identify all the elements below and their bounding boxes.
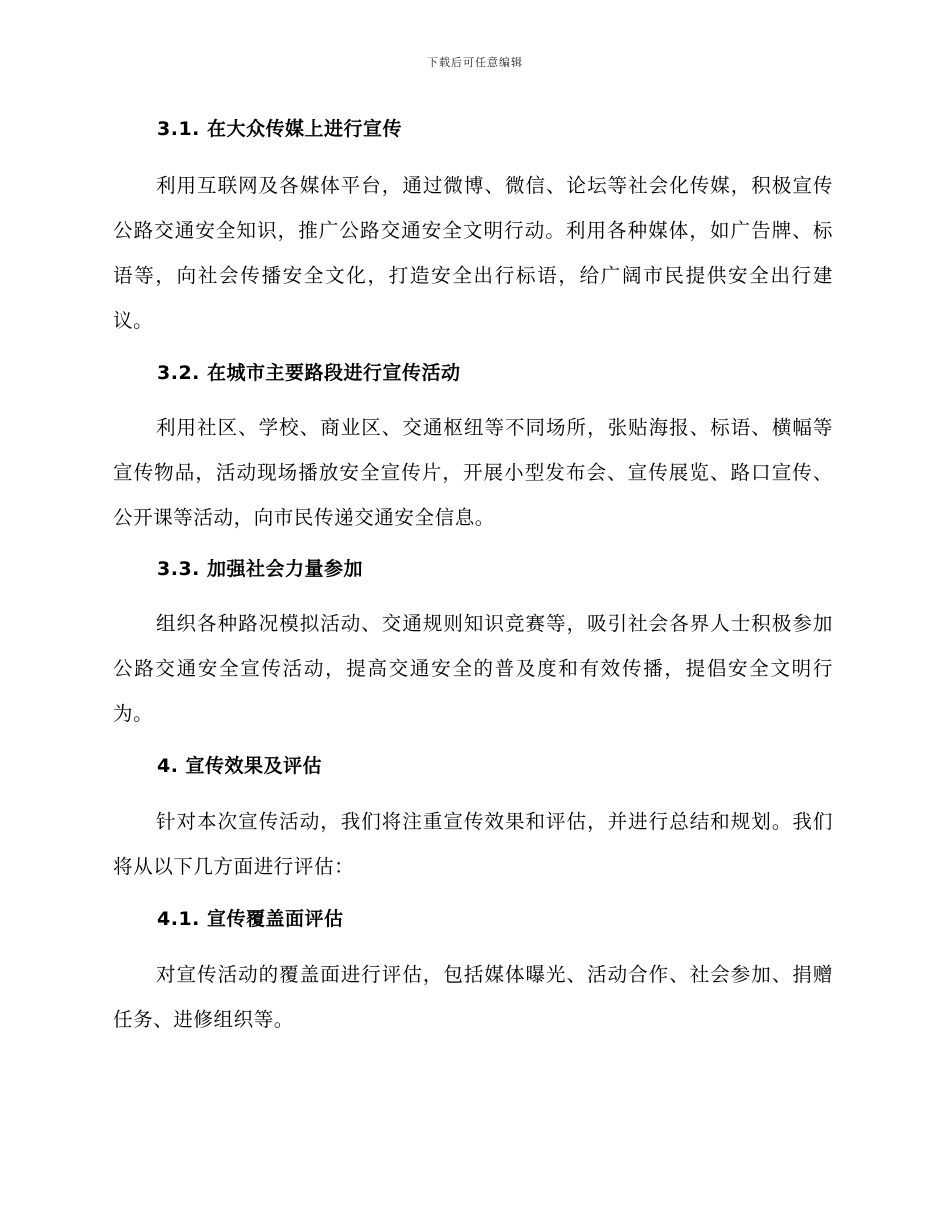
- section-body-3-2: 利用社区、学校、商业区、交通枢纽等不同场所，张贴海报、标语、横幅等宣传物品，活动现场播放安全宣传片，开展小型发布会、宣传展览、路口宣传、公开课等活动，向市民传递交通安全信息。: [113, 416, 833, 529]
- section-body-4-1: 对宣传活动的覆盖面进行评估，包括媒体曝光、活动合作、社会参加、捐赠任务、进修组织等。: [113, 963, 833, 1031]
- section-body-3-3: 组织各种路况模拟活动、交通规则知识竞赛等，吸引社会各界人士积极参加公路交通安全宣传活动，提高交通安全的普及度和有效传播，提倡安全文明行为。: [113, 612, 833, 725]
- section-heading-3-1: 3.1. 在大众传媒上进行宣传: [157, 118, 402, 140]
- section-heading-3-2: 3.2. 在城市主要路段进行宣传活动: [157, 362, 461, 384]
- header-note: 下载后可任意编辑: [427, 56, 523, 69]
- section-heading-4-1: 4.1. 宣传覆盖面评估: [157, 908, 344, 930]
- section-heading-4: 4. 宣传效果及评估: [157, 755, 323, 777]
- document-content: [113, 115, 833, 1042]
- section-body-4: 针对本次宣传活动，我们将注重宣传效果和评估，并进行总结和规划。我们将从以下几方面进行评估：: [113, 810, 833, 878]
- section-body-3-1: 利用互联网及各媒体平台，通过微博、微信、论坛等社会化传媒，积极宣传公路交通安全知识，推广公路交通安全文明行动。利用各种媒体，如广告牌、标语等，向社会传播安全文化，打造安全出行标语，给广阔市民提供安全出行建议。: [113, 174, 833, 332]
- section-heading-3-3: 3.3. 加强社会力量参加: [157, 558, 363, 580]
